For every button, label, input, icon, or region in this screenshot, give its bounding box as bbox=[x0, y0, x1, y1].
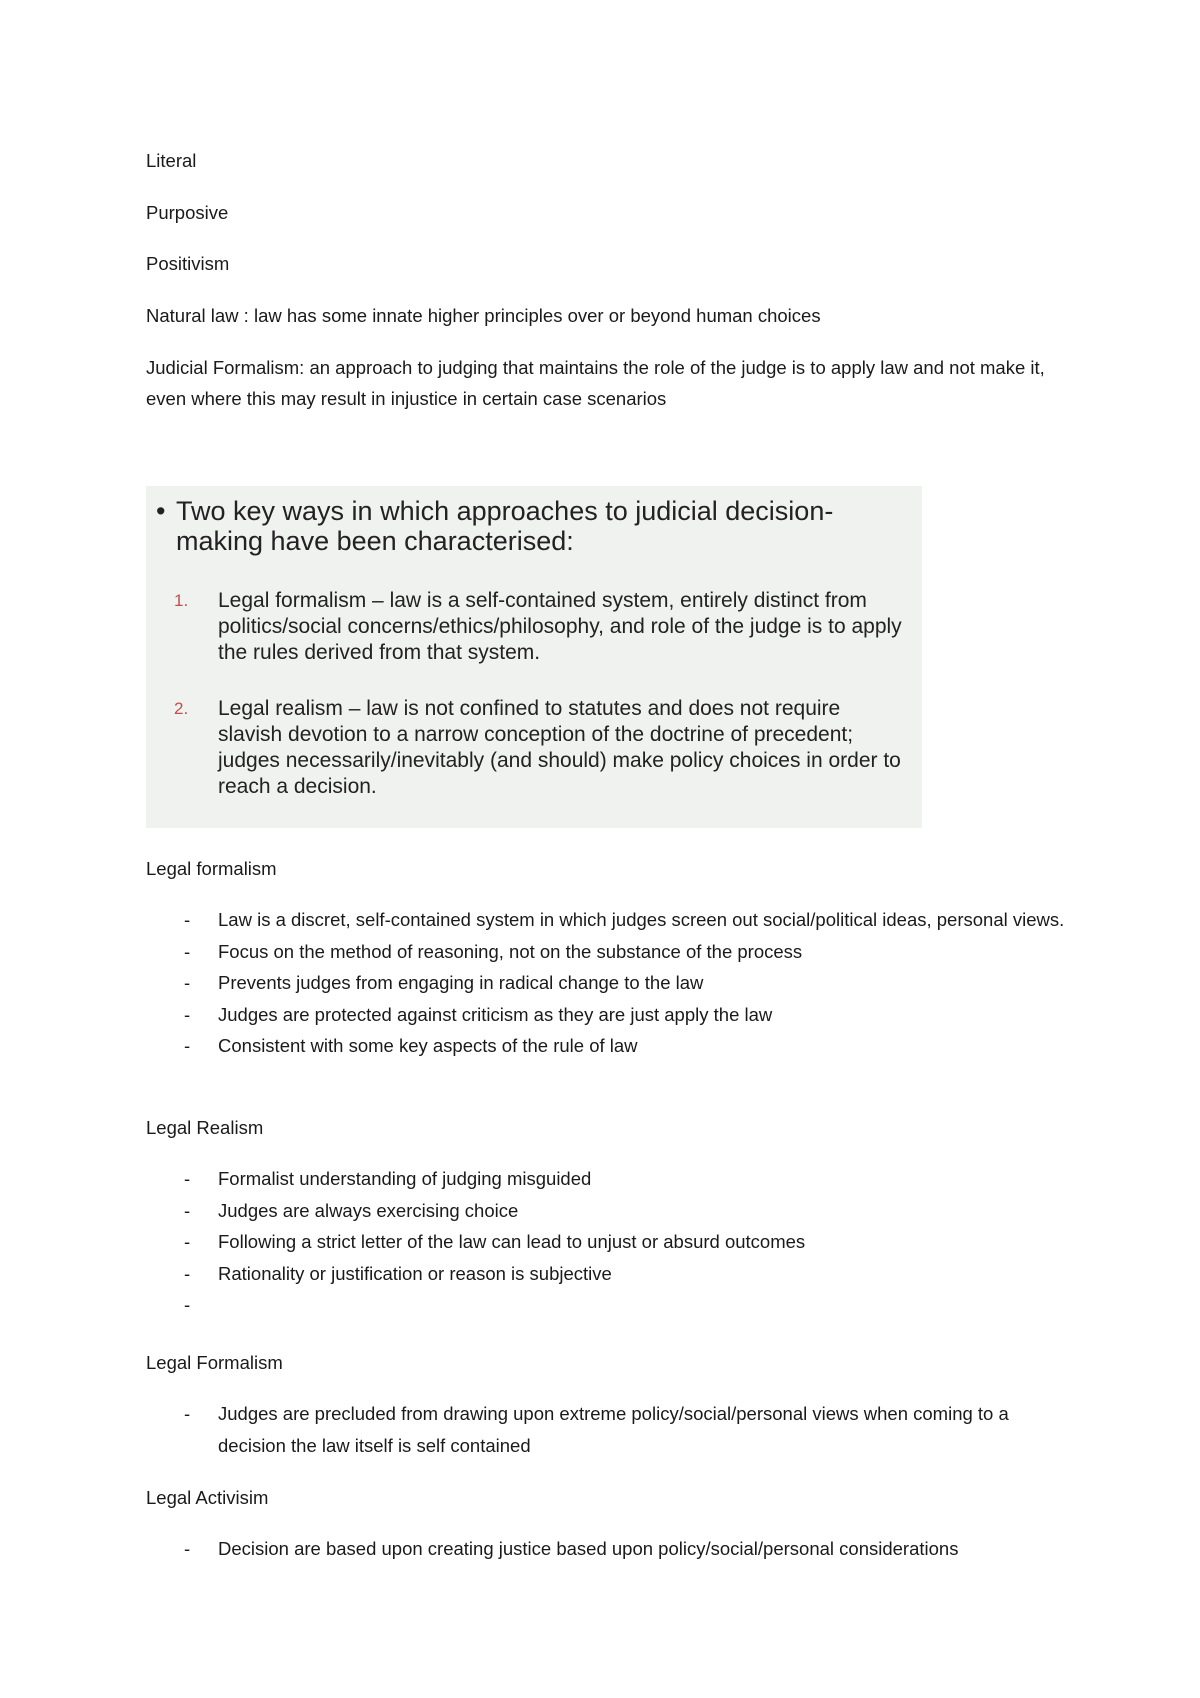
dash-marker: - bbox=[184, 1035, 191, 1056]
dash-marker: - bbox=[184, 1168, 191, 1189]
dash-marker: - bbox=[184, 972, 191, 993]
list-item bbox=[146, 1163, 1076, 1195]
list-item bbox=[146, 1533, 1076, 1565]
list-item-text: Rationality or justification or reason is subjective bbox=[218, 1262, 612, 1284]
list-item bbox=[146, 936, 1076, 968]
slide-item-number: 2. bbox=[174, 699, 189, 718]
list-item bbox=[146, 1258, 1076, 1290]
list-item bbox=[146, 1398, 1076, 1461]
list-item-text: Judges are always exercising choice bbox=[218, 1199, 519, 1221]
judicial-formalism-definition: Judicial Formalism: an approach to judging that maintains the role of the judge is to apply law and not make it, even where this may result in injustice in certain case scenarios bbox=[146, 357, 1045, 409]
list-item-text: Following a strict letter of the law can lead to unjust or absurd outcomes bbox=[218, 1231, 806, 1252]
slide-heading bbox=[156, 496, 896, 556]
dash-marker: - bbox=[184, 1403, 191, 1424]
dash-marker: - bbox=[184, 909, 191, 930]
section-heading: Legal Realism bbox=[146, 1117, 264, 1138]
section-heading: Legal Formalism bbox=[146, 1352, 283, 1373]
bullet-list bbox=[146, 1533, 1076, 1565]
bullet-list bbox=[146, 1398, 1076, 1461]
dash-marker: - bbox=[184, 1199, 191, 1221]
list-item-text: Judges are protected against criticism as they are just apply the law bbox=[218, 1003, 773, 1025]
dash-marker: - bbox=[184, 1003, 191, 1025]
term-literal: Literal bbox=[146, 150, 197, 171]
list-item-text: Formalist understanding of judging misguided bbox=[218, 1168, 592, 1189]
slide-item bbox=[174, 696, 904, 800]
dash-marker: - bbox=[184, 1294, 191, 1315]
section-heading: Legal Activisim bbox=[146, 1487, 269, 1508]
list-item-text: Decision are based upon creating justice based upon policy/social/personal considerations bbox=[218, 1538, 959, 1559]
slide-item-text: Legal formalism – law is a self-contained system, entirely distinct from politics/social concerns/ethics/philosophy, and role of the judge is to apply the rules derived from that system. bbox=[218, 589, 902, 664]
term-positivism: Positivism bbox=[146, 253, 230, 274]
bullet-list bbox=[146, 904, 1076, 1062]
natural-law-definition: Natural law : law has some innate higher principles over or beyond human choices bbox=[146, 305, 821, 326]
slide-item-text: Legal realism – law is not confined to statutes and does not require slavish devotion to a narrow conception of the doctrine of precedent; judges necessarily/inevitably (and should) make policy choices in order to reach a decision. bbox=[218, 697, 901, 798]
list-item bbox=[146, 967, 1076, 999]
list-item-text: Judges are precluded from drawing upon extreme policy/social/personal views when coming to a decision the law itself is self contained bbox=[218, 1403, 1009, 1456]
list-item-text: Law is a discret, self-contained system in which judges screen out social/political ideas, personal views. bbox=[218, 909, 1065, 930]
dash-marker: - bbox=[184, 1262, 191, 1284]
list-item-text: Focus on the method of reasoning, not on the substance of the process bbox=[218, 940, 803, 962]
dash-marker: - bbox=[184, 940, 191, 962]
slide-image bbox=[146, 486, 922, 828]
slide-item-number: 1. bbox=[174, 591, 189, 610]
dash-marker: - bbox=[184, 1538, 191, 1559]
bullet-list bbox=[146, 1163, 1076, 1315]
list-item bbox=[146, 1195, 1076, 1227]
slide-bullet: • bbox=[156, 496, 166, 526]
list-item-text: Consistent with some key aspects of the rule of law bbox=[218, 1035, 638, 1056]
list-item bbox=[146, 1030, 1076, 1062]
slide-item bbox=[174, 588, 904, 666]
slide-heading-text: Two key ways in which approaches to judicial decision-making have been characterised: bbox=[176, 496, 834, 556]
dash-marker: - bbox=[184, 1231, 191, 1252]
term-purposive: Purposive bbox=[146, 202, 229, 223]
list-item bbox=[146, 1226, 1076, 1258]
list-item bbox=[146, 904, 1076, 936]
list-item bbox=[146, 999, 1076, 1031]
section-heading: Legal formalism bbox=[146, 858, 277, 879]
list-item-text: Prevents judges from engaging in radical change to the law bbox=[218, 972, 704, 993]
